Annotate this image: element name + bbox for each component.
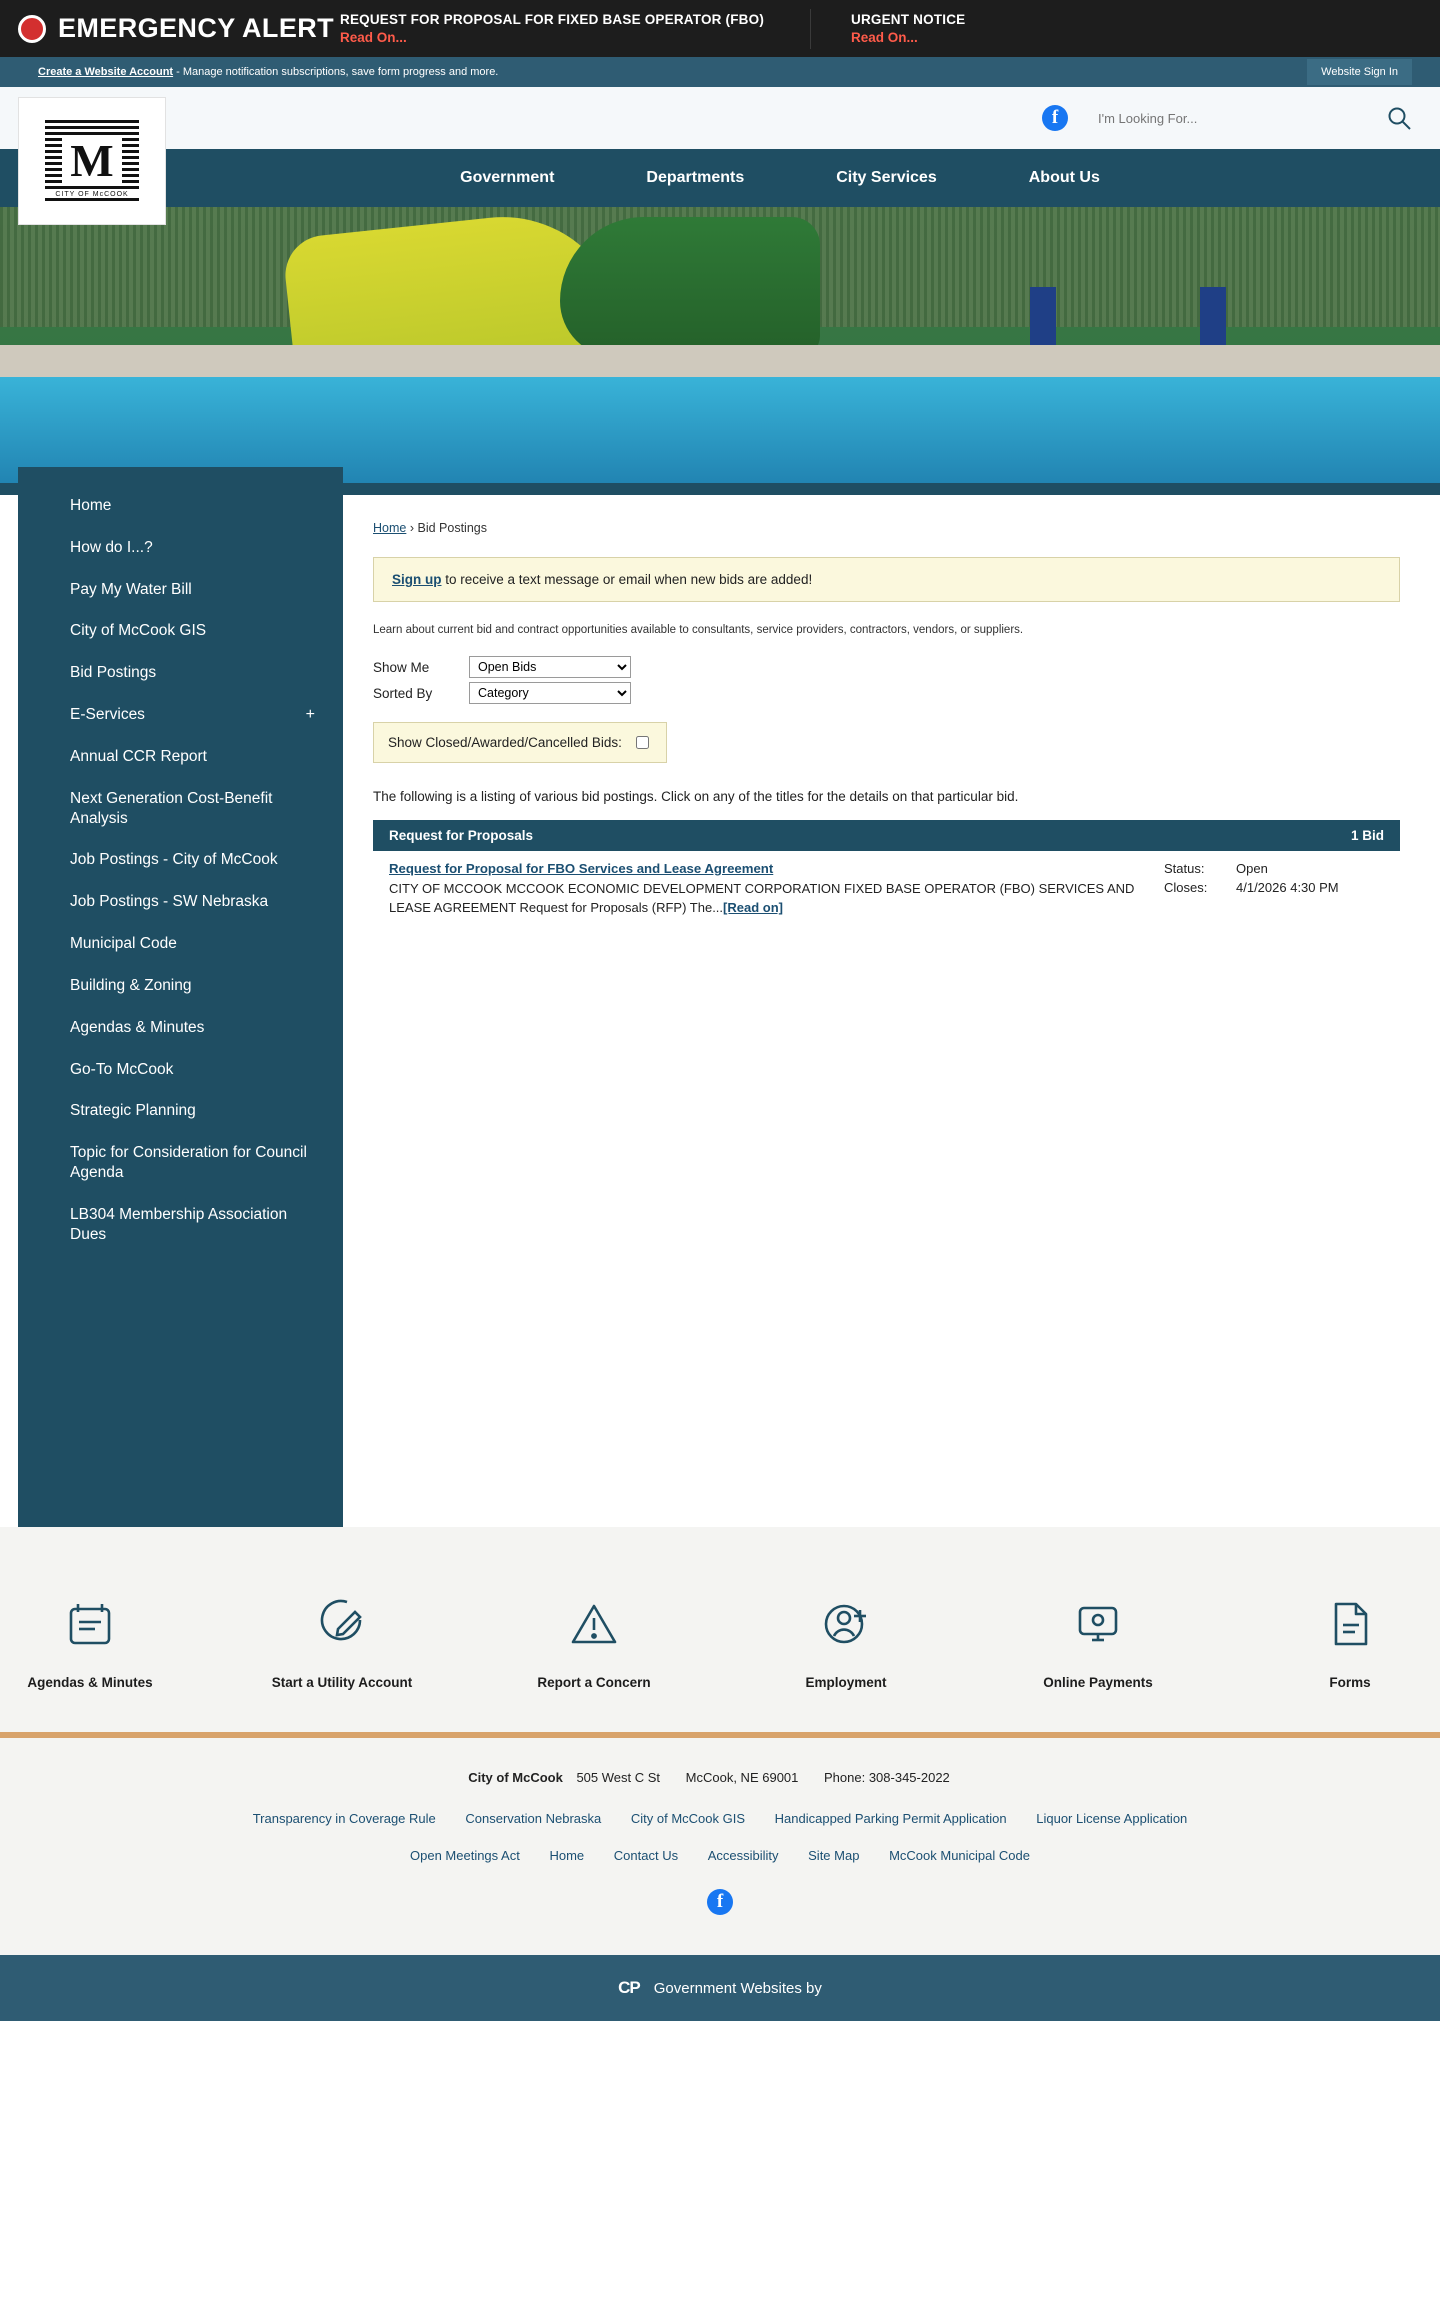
- bid-read-on-link[interactable]: [Read on]: [723, 899, 783, 915]
- quick-link-label-4: Online Payments: [1043, 1675, 1153, 1690]
- breadcrumb-separator: ›: [409, 521, 414, 535]
- show-closed-bids-box: [373, 722, 667, 763]
- bid-status-label: Status:: [1164, 861, 1205, 876]
- city-logo[interactable]: [18, 97, 166, 225]
- bid-description: [389, 880, 1138, 918]
- show-me-row: [373, 656, 1400, 678]
- bid-row-meta: [1164, 861, 1384, 918]
- sidebar-item-home[interactable]: Home: [70, 497, 112, 514]
- sidebar-item-job-postings-sw-nebraska[interactable]: Job Postings - SW Nebraska: [70, 893, 269, 911]
- quick-link-start-utility-account[interactable]: [257, 1589, 427, 1690]
- quick-link-label-0: Agendas & Minutes: [27, 1675, 153, 1690]
- sorted-by-select[interactable]: [469, 682, 631, 704]
- bids-intro-text: Learn about current bid and contract opportunities available to consultants, service providers, contractors, vendors, or suppliers.: [373, 624, 1024, 636]
- sidebar-item-go-to-mccook[interactable]: Go-To McCook: [70, 1060, 174, 1078]
- show-closed-bids-checkbox[interactable]: [636, 736, 649, 749]
- breadcrumb-current: Bid Postings: [417, 521, 487, 535]
- sorted-by-row: [373, 682, 1400, 704]
- footer-city-state-zip: McCook, NE 69001: [685, 1770, 799, 1785]
- sidebar-item-building-zoning[interactable]: Building & Zoning: [70, 976, 192, 994]
- bid-filters: [373, 656, 1400, 763]
- bid-closes-label: Closes:: [1164, 880, 1208, 895]
- footer-link-city-gis[interactable]: City of McCook GIS: [630, 1811, 746, 1826]
- pencil-circle-icon: [257, 1589, 427, 1659]
- alert-read-on-0[interactable]: Read On...: [340, 30, 407, 45]
- expand-plus-icon[interactable]: +: [305, 706, 315, 724]
- sidebar-item-municipal-code[interactable]: Municipal Code: [70, 935, 177, 953]
- quick-link-agendas-minutes[interactable]: [5, 1589, 175, 1690]
- nav-item-city-services[interactable]: City Services: [836, 169, 937, 186]
- bid-row-main: [389, 861, 1164, 918]
- footer-street: 505 West C St: [576, 1770, 661, 1785]
- facebook-icon[interactable]: f: [1042, 105, 1068, 131]
- footer-phone: Phone: 308-345-2022: [824, 1770, 950, 1785]
- bid-status-row: [1164, 861, 1384, 876]
- city-logo-caption: CITY OF McCOOK: [45, 191, 139, 198]
- quick-link-employment[interactable]: [761, 1589, 931, 1690]
- quick-link-label-3: Employment: [805, 1675, 887, 1690]
- breadcrumb: [373, 521, 1400, 535]
- search-area: [1096, 103, 1414, 133]
- create-account-link[interactable]: Create a Website Account: [38, 66, 174, 78]
- bid-row: [373, 851, 1400, 932]
- breadcrumb-home-link[interactable]: Home: [373, 521, 407, 535]
- search-icon[interactable]: [1384, 103, 1414, 133]
- sidebar-item-lb304-membership[interactable]: LB304 Membership Association Dues: [70, 1205, 288, 1243]
- bid-listing-note: The following is a listing of various bid postings. Click on any of the titles for the details on that particular bid.: [373, 789, 1019, 804]
- alert-headline-1: URGENT NOTICE: [851, 12, 966, 27]
- footer-link-contact-us[interactable]: Contact Us: [613, 1848, 679, 1863]
- site-footer: [0, 1738, 1440, 1955]
- footer-facebook-icon[interactable]: f: [707, 1889, 733, 1915]
- footer-link-conservation-nebraska[interactable]: Conservation Nebraska: [465, 1811, 602, 1826]
- alert-item-0[interactable]: [340, 12, 810, 45]
- emergency-alert-bar: [0, 0, 1440, 57]
- footer-address: [0, 1770, 1440, 1785]
- alert-divider: [810, 9, 811, 49]
- footer-links-row-1: [0, 1811, 1440, 1826]
- sidebar-item-agendas-minutes[interactable]: Agendas & Minutes: [70, 1018, 205, 1036]
- bid-description-text: CITY OF MCCOOK MCCOOK ECONOMIC DEVELOPMENT CORPORATION FIXED BASE OPERATOR (FBO) SERVICES AND LEASE AGREEMENT Request for Proposals (RFP) The...: [389, 881, 1135, 915]
- sorted-by-label: Sorted By: [373, 685, 433, 701]
- quick-link-label-1: Start a Utility Account: [271, 1675, 413, 1690]
- sidebar-item-job-postings-city-of-mccook[interactable]: Job Postings - City of McCook: [70, 851, 278, 869]
- nav-item-departments[interactable]: Departments: [646, 169, 745, 186]
- alert-read-on-1[interactable]: Read On...: [851, 30, 918, 45]
- account-bar-text: [38, 66, 498, 78]
- sidebar-item-pay-my-water-bill[interactable]: Pay My Water Bill: [70, 580, 192, 598]
- quick-links-bar: [0, 1527, 1440, 1738]
- bid-count-badge: 1 Bid: [1350, 828, 1384, 843]
- footer-link-open-meetings-act[interactable]: Open Meetings Act: [410, 1848, 520, 1863]
- bid-status-value: Open: [1236, 861, 1268, 876]
- account-bar: [0, 57, 1440, 87]
- main-content: [343, 495, 1440, 972]
- sidebar-item-e-services[interactable]: [18, 694, 343, 736]
- signup-notice: [373, 557, 1400, 602]
- show-me-label: Show Me: [373, 659, 430, 675]
- city-logo-mark: [45, 120, 139, 202]
- emergency-alert-title: EMERGENCY ALERT: [58, 13, 335, 43]
- footer-link-transparency[interactable]: Transparency in Coverage Rule: [252, 1811, 436, 1826]
- nav-item-about-us[interactable]: About Us: [1028, 169, 1100, 186]
- sidebar-item-next-generation-cost-benefit-analysis[interactable]: Next Generation Cost-Benefit Analysis: [70, 789, 273, 827]
- warning-triangle-icon: [509, 1589, 679, 1659]
- footer-social-row: [0, 1889, 1440, 1915]
- alert-headline-0: REQUEST FOR PROPOSAL FOR FIXED BASE OPERATOR (FBO): [340, 12, 765, 27]
- footer-links-row-2: [0, 1848, 1440, 1863]
- quick-link-label-5: Forms: [1329, 1675, 1371, 1690]
- website-sign-in-button[interactable]: Website Sign In: [1307, 59, 1412, 85]
- sidebar-item-bid-postings[interactable]: Bid Postings: [70, 664, 157, 682]
- quick-link-label-2: Report a Concern: [537, 1675, 651, 1690]
- show-me-select[interactable]: [469, 656, 631, 678]
- bid-category-name: Request for Proposals: [389, 828, 534, 843]
- document-icon: [1265, 1589, 1435, 1659]
- civicplus-logo-icon: CP: [618, 1978, 640, 1997]
- bid-closes-value: 4/1/2026 4:30 PM: [1236, 880, 1339, 895]
- quick-link-online-payments[interactable]: [1013, 1589, 1183, 1690]
- calendar-note-icon: [5, 1589, 175, 1659]
- government-websites-bar: [0, 1955, 1440, 2021]
- account-bar-tagline: - Manage notification subscriptions, save form progress and more.: [176, 66, 499, 78]
- signup-notice-text: to receive a text message or email when new bids are added!: [441, 572, 813, 587]
- government-websites-text: Government Websites by: [653, 1979, 822, 1997]
- quick-link-forms[interactable]: [1265, 1589, 1435, 1690]
- page-body: [0, 495, 1440, 1527]
- footer-link-site-map[interactable]: Site Map: [808, 1848, 860, 1863]
- hero-banner-image: [0, 207, 1440, 495]
- bid-category-header: [373, 820, 1400, 851]
- sidebar-item-annual-ccr-report[interactable]: Annual CCR Report: [70, 747, 207, 765]
- sidebar-item-city-of-mccook-gis[interactable]: City of McCook GIS: [70, 622, 207, 640]
- footer-link-liquor-license[interactable]: Liquor License Application: [1036, 1811, 1188, 1826]
- alert-item-1[interactable]: [851, 12, 1005, 45]
- sidebar-item-label-e-services: E-Services: [70, 706, 145, 724]
- show-closed-bids-label: Show Closed/Awarded/Cancelled Bids:: [388, 735, 622, 750]
- footer-link-municipal-code[interactable]: McCook Municipal Code: [889, 1848, 1030, 1863]
- quick-link-report-a-concern[interactable]: [509, 1589, 679, 1690]
- sidebar-item-strategic-planning[interactable]: Strategic Planning: [70, 1102, 196, 1120]
- bid-closes-row: [1164, 880, 1384, 895]
- footer-link-accessibility[interactable]: Accessibility: [707, 1848, 779, 1863]
- alert-dot-icon: [18, 15, 46, 43]
- main-navigation: [0, 149, 1440, 207]
- footer-city-name: City of McCook: [468, 1770, 563, 1785]
- emergency-alert-title-group: [0, 13, 340, 44]
- nav-item-government[interactable]: Government: [460, 169, 555, 186]
- search-input[interactable]: [1096, 103, 1366, 133]
- footer-link-handicapped-permit[interactable]: Handicapped Parking Permit Application: [774, 1811, 1007, 1826]
- person-add-icon: [761, 1589, 931, 1659]
- signup-link[interactable]: Sign up: [392, 572, 442, 587]
- sidebar-item-topic-for-consideration[interactable]: Topic for Consideration for Council Agenda: [70, 1144, 307, 1182]
- footer-link-home[interactable]: Home: [549, 1848, 585, 1863]
- payment-monitor-icon: [1013, 1589, 1183, 1659]
- bid-title-link[interactable]: Request for Proposal for FBO Services and Lease Agreement: [389, 861, 774, 876]
- sidebar-item-how-do-i[interactable]: How do I...?: [70, 538, 153, 556]
- sidebar-navigation: [18, 467, 343, 1527]
